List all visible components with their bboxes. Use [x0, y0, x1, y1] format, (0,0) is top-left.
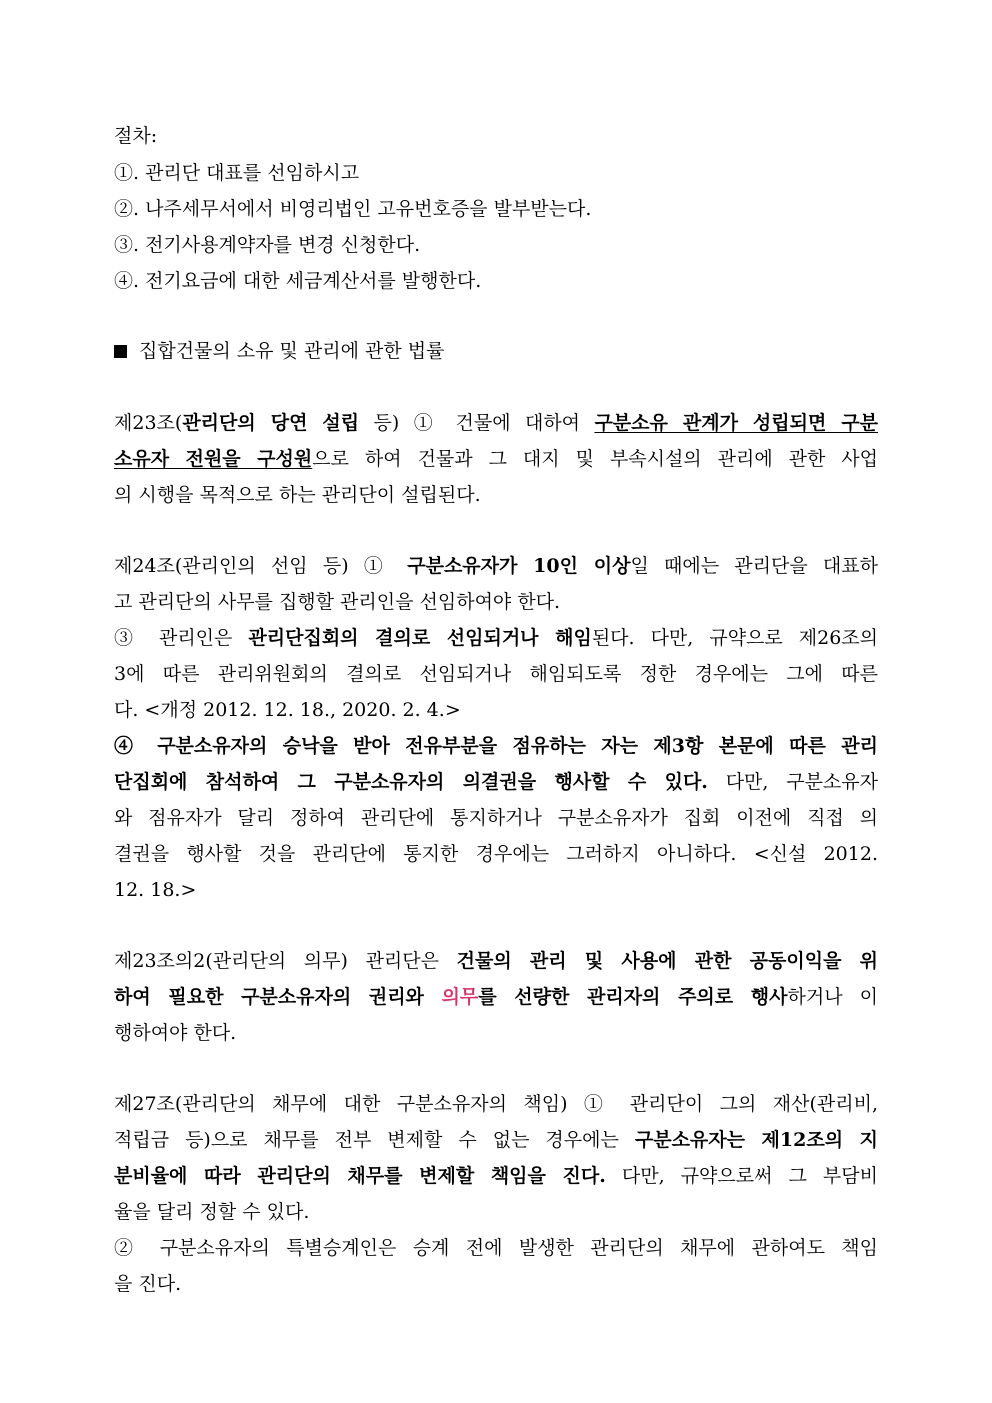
bold-run: 구분소유자가 10인 이상 — [407, 555, 631, 577]
art24-line-2: 고 관리단의 사무를 집행할 관리인을 선임하여야 한다. — [114, 591, 561, 613]
art24-line-6: ④ 구분소유자의 승낙을 받아 전유부분을 점유하는 자는 제3항 본문에 따른 관리 — [114, 735, 878, 757]
art24-line-5: 다. <개정 2012. 12. 18., 2020. 2. 4.> — [114, 699, 461, 721]
art27-line-5: ② 구분소유자의 특별승계인은 승계 전에 발생한 관리단의 채무에 관하여도 책임 — [114, 1237, 878, 1259]
bold-run: 하여 필요한 구분소유자의 권리와 — [114, 986, 442, 1008]
procedure-step-2: ②. 나주세무서에서 비영리법인 고유번호증을 발부받는다. — [114, 198, 592, 220]
law-title-text: 집합건물의 소유 및 관리에 관한 법률 — [139, 340, 445, 362]
procedure-step-1: ①. 관리단 대표를 선임하시고 — [114, 162, 360, 184]
art27-line-1: 제27조(관리단의 채무에 대한 구분소유자의 책임) ① 관리단이 그의 재산(관리비, — [114, 1093, 878, 1115]
art23-line-2 — [114, 446, 878, 472]
text-run: 으로 하여 건물과 그 대지 및 부속시설의 관리에 관한 사업 — [312, 448, 878, 470]
text-run: 적립금 등)으로 채무를 전부 변제할 수 없는 경우에는 — [114, 1129, 635, 1151]
square-bullet-icon — [114, 345, 127, 358]
art24-line-4: 3에 따른 관리위원회의 결의로 선임되거나 해임되도록 정한 경우에는 그에 따른 — [114, 663, 878, 685]
highlighted-run: 의무 — [441, 986, 479, 1008]
art27-line-6: 을 진다. — [114, 1273, 182, 1295]
text-run: 다만, 구분소유자 — [707, 771, 878, 793]
bold-run: 건물의 관리 및 사용에 관한 공동이익을 위 — [456, 950, 878, 972]
art23-line-1 — [114, 410, 878, 436]
bold-run: 구분소유자는 제12조의 지 — [634, 1129, 878, 1151]
art24-line-7 — [114, 769, 878, 795]
text-run: 하거나 이 — [787, 986, 878, 1008]
law-title — [114, 338, 878, 364]
procedure-step-3: ③. 전기사용계약자를 변경 신청한다. — [114, 234, 421, 256]
art23-2-line-3: 행하여야 한다. — [114, 1022, 237, 1044]
procedure-step-4: ④. 전기요금에 대한 세금계산서를 발행한다. — [114, 270, 482, 292]
art27-line-2 — [114, 1127, 878, 1153]
text-run: 제23조의2(관리단의 의무) 관리단은 — [114, 950, 457, 972]
art24-line-3 — [114, 625, 878, 651]
art23-line-3: 의 시행을 목적으로 하는 관리단이 설립된다. — [114, 484, 481, 506]
art27-line-3 — [114, 1163, 878, 1189]
art24-line-10: 12. 18.> — [114, 879, 197, 901]
art27-line-4: 율을 달리 정할 수 있다. — [114, 1201, 310, 1223]
bold-run: 분비율에 따라 관리단의 채무를 변제할 책임을 진다. — [114, 1165, 606, 1187]
art24-line-1 — [114, 553, 878, 579]
art24-line-8: 와 점유자가 달리 정하여 관리단에 통지하거나 구분소유자가 집회 이전에 직접 의 — [114, 807, 878, 829]
art23-2-line-2 — [114, 984, 878, 1010]
text-run: ③ 관리인은 — [114, 627, 249, 649]
text-run: 등) ① 건물에 대하여 — [359, 412, 595, 434]
art23-2-line-1 — [114, 948, 878, 974]
procedure-heading: 절차: — [114, 125, 158, 147]
text-run: 제23조( — [114, 412, 183, 434]
art24-line-9: 결권을 행사할 것을 관리단에 통지한 경우에는 그러하지 아니하다. <신설 2012. — [114, 843, 878, 865]
text-run: 제24조(관리인의 선임 등) ① — [114, 555, 408, 577]
bold-run: 단집회에 참석하여 그 구분소유자의 의결권을 행사할 수 있다. — [114, 771, 708, 793]
text-run: 일 때에는 관리단을 대표하 — [630, 555, 878, 577]
text-run: 된다. 다만, 규약으로 제26조의 — [591, 627, 878, 649]
bold-run: 관리단의 당연 설립 — [182, 412, 360, 434]
bold-underline-run: 구분소유 관계가 성립되면 구분 — [594, 412, 879, 434]
text-run: 다만, 규약으로써 그 부담비 — [605, 1165, 878, 1187]
bold-run: 를 선량한 관리자의 주의로 행사 — [478, 986, 788, 1008]
bold-underline-run: 소유자 전원을 구성원 — [114, 448, 313, 470]
bold-run: 관리단집회의 결의로 선임되거나 해임 — [248, 627, 592, 649]
